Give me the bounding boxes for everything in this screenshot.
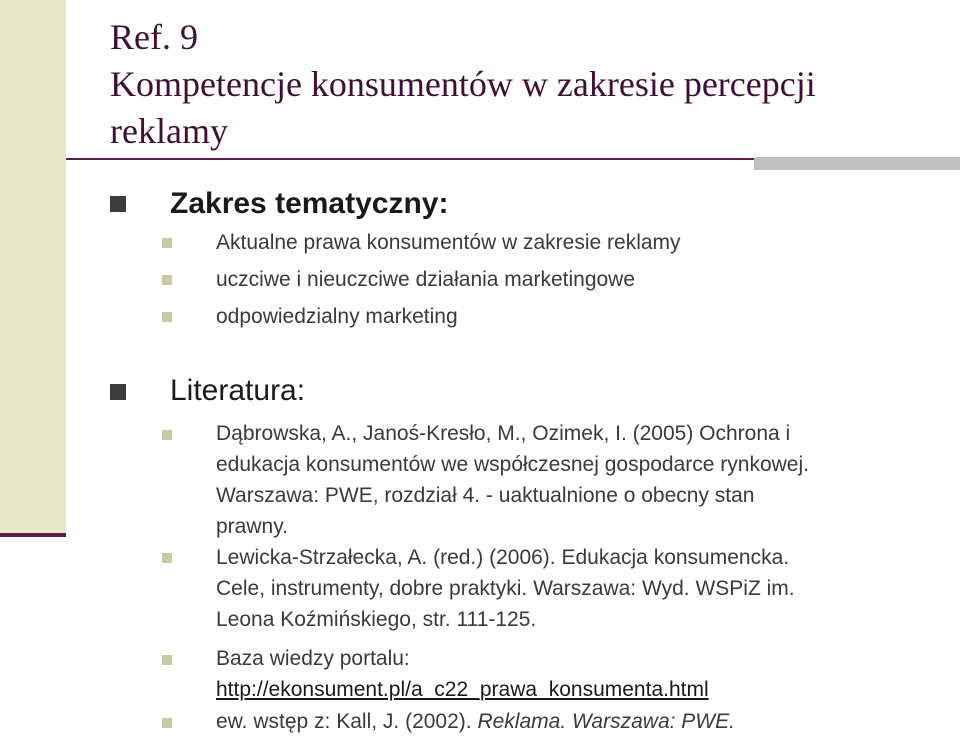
bullet-square-icon bbox=[162, 655, 172, 665]
reference-prefix: ew. wstęp z: Kall, J. (2002). bbox=[216, 710, 478, 733]
reference-line: Cele, instrumenty, dobre praktyki. Warszawa: Wyd. WSPiZ im. bbox=[216, 577, 795, 600]
bullet-square-icon bbox=[162, 553, 172, 563]
reference-line: Baza wiedzy portalu: bbox=[216, 647, 410, 670]
reference-title-italic: Reklama. Warszawa: PWE. bbox=[477, 710, 735, 733]
reference-item bbox=[216, 643, 916, 705]
reference-line: prawny. bbox=[216, 515, 288, 538]
reference-line: Warszawa: PWE, rozdział 4. - uaktualnione o obecny stan bbox=[216, 484, 755, 507]
bullet-square-icon bbox=[162, 275, 172, 285]
bullet-square-icon bbox=[162, 430, 172, 440]
bullet-square-icon bbox=[110, 384, 126, 400]
reference-line: Leona Koźmińskiego, str. 111-125. bbox=[216, 608, 537, 631]
reference-item bbox=[216, 542, 916, 635]
bullet-square-icon bbox=[110, 196, 126, 212]
bullet-square-icon bbox=[162, 312, 172, 322]
section-heading-literature: Literatura: bbox=[170, 374, 306, 407]
portal-link[interactable]: http://ekonsument.pl/a_c22_prawa_konsumenta.html bbox=[216, 678, 709, 701]
reference-line: Lewicka-Strzałecka, A. (red.) (2006). Edukacja konsumencka. bbox=[216, 546, 790, 569]
reference-line: Dąbrowska, A., Janoś-Kresło, M., Ozimek, I. (2005) Ochrona i bbox=[216, 422, 791, 445]
bullet-square-icon bbox=[162, 238, 172, 248]
title-line2: reklamy bbox=[110, 111, 228, 151]
section-heading-scope: Zakres tematyczny: bbox=[170, 187, 449, 220]
title-ref: Ref. 9 bbox=[110, 17, 198, 57]
list-item: odpowiedzialny marketing bbox=[216, 305, 458, 328]
title-line1: Kompetencje konsumentów w zakresie percepcji bbox=[110, 64, 816, 104]
reference-item bbox=[216, 418, 916, 542]
reference-item bbox=[216, 706, 916, 737]
list-item: Aktualne prawa konsumentów w zakresie reklamy bbox=[216, 231, 681, 254]
reference-line: edukacja konsumentów we współczesnej gospodarce rynkowej. bbox=[216, 453, 809, 476]
bullet-square-icon bbox=[162, 718, 172, 728]
list-item: uczciwe i nieuczciwe działania marketingowe bbox=[216, 268, 636, 291]
